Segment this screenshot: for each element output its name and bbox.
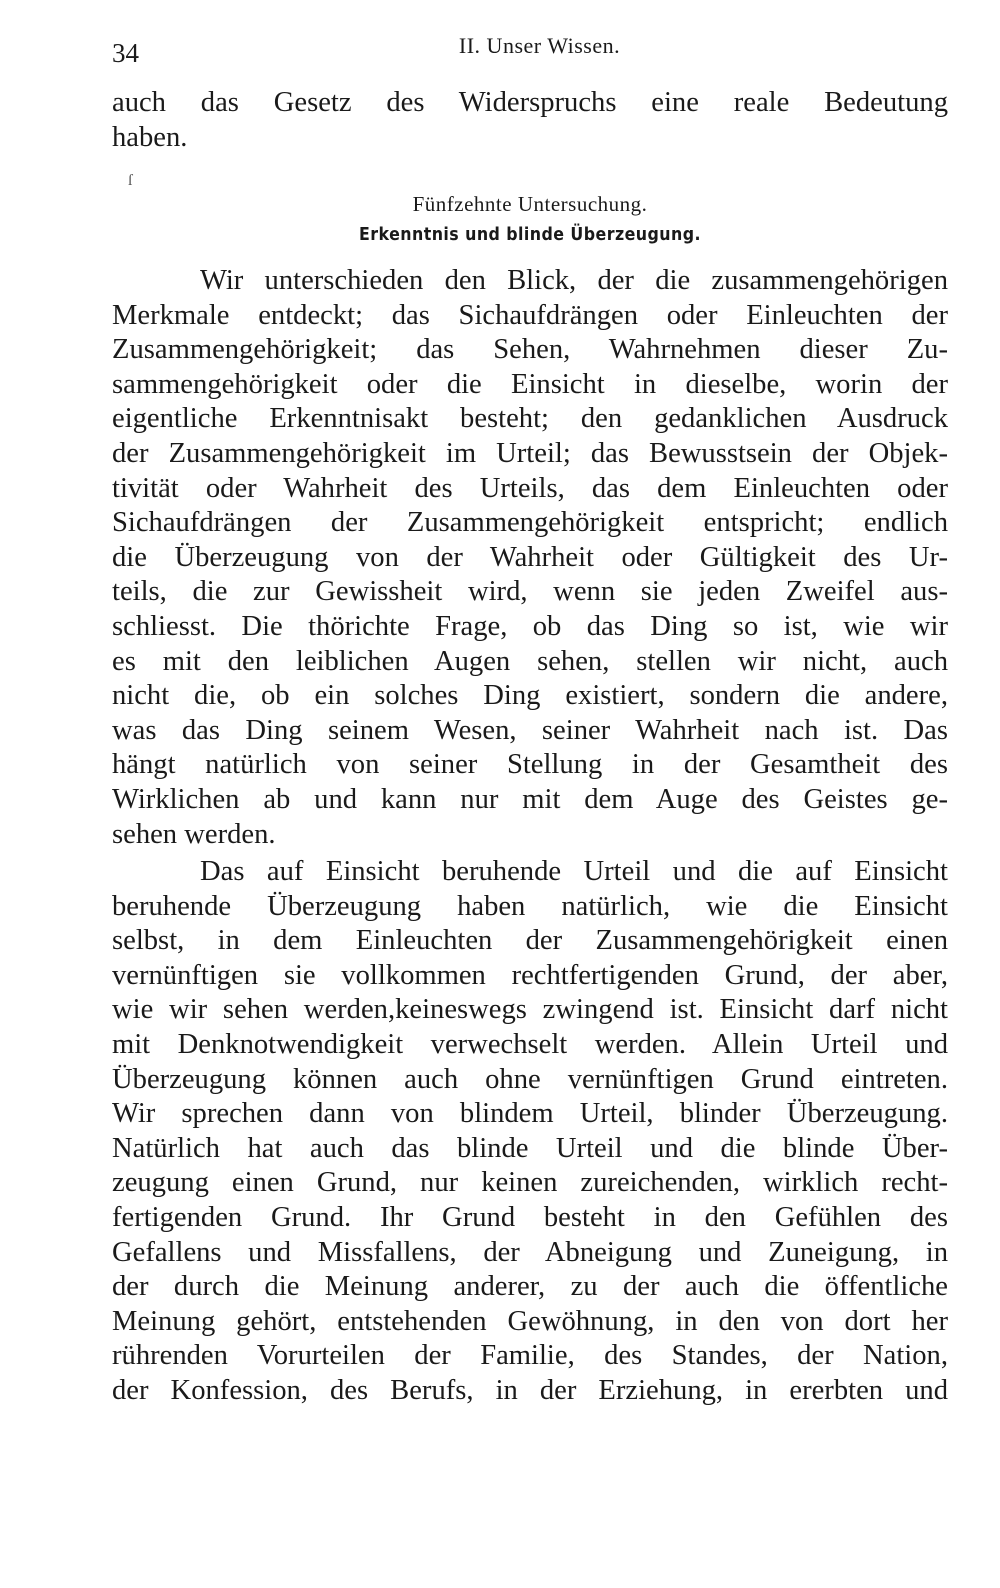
text-line: der Zusammengehörigkeit im Urteil; das Bewusstsein der Objek- xyxy=(112,437,948,469)
text-line: Zusammengehörigkeit; das Sehen, Wahrnehmen dieser Zu- xyxy=(112,334,948,366)
text-line: Überzeugung können auch ohne vernünftigen Grund eintreten. xyxy=(112,1063,948,1095)
text-line: der Konfession, des Berufs, in der Erziehung, in ererbten und xyxy=(112,1374,948,1406)
text-line: eigentliche Erkenntnisakt besteht; den gedanklichen Ausdruck xyxy=(112,403,948,435)
text-line: mit Denknotwendigkeit verwechselt werden. Allein Urteil und xyxy=(112,1028,948,1060)
text-line: selbst, in dem Einleuchten der Zusammengehörigkeit einen xyxy=(112,925,948,957)
text-line: Wir sprechen dann von blindem Urteil, blinder Überzeugung. xyxy=(112,1098,948,1130)
text-line: sammengehörigkeit oder die Einsicht in dieselbe, worin der xyxy=(112,368,948,400)
text-line: Wirklichen ab und kann nur mit dem Auge des Geistes ge- xyxy=(112,783,948,815)
text-line: es mit den leiblichen Augen sehen, stellen wir nicht, auch xyxy=(112,645,948,677)
text-line: schliesst. Die thörichte Frage, ob das Ding so ist, wie wir xyxy=(112,610,948,642)
section-heading xyxy=(112,190,948,248)
text-line: rührenden Vorurteilen der Familie, des Standes, der Nation, xyxy=(112,1340,948,1372)
text-line: beruhende Überzeugung haben natürlich, wie die Einsicht xyxy=(112,890,948,922)
text-line: Merkmale entdeckt; das Sichaufdrängen oder Einleuchten der xyxy=(112,299,948,331)
running-title: II. Unser Wissen. xyxy=(458,33,621,58)
text-line: nicht die, ob ein solches Ding existiert, sondern die andere, xyxy=(112,680,948,712)
text-line: teils, die zur Gewissheit wird, wenn sie jeden Zweifel aus- xyxy=(112,576,948,608)
paragraph-1 xyxy=(112,264,948,852)
text-line: tivität oder Wahrheit des Urteils, das dem Einleuchten oder xyxy=(112,472,948,504)
text-line: Gefallens und Missfallens, der Abneigung und Zuneigung, in xyxy=(112,1236,948,1268)
section-number: Fünfzehnte Untersuchung. xyxy=(412,192,648,216)
page-number: 34 xyxy=(112,38,139,68)
text-line: Das auf Einsicht beruhende Urteil und die auf Einsicht xyxy=(200,856,948,887)
text-line: hängt natürlich von seiner Stellung in der Gesamtheit des xyxy=(112,749,948,781)
text-line: vernünftigen sie vollkommen rechtfertigenden Grund, der aber, xyxy=(112,959,948,991)
section-title: Erkenntnis und blinde Überzeugung. xyxy=(359,224,701,245)
text-line: fertigenden Grund. Ihr Grund besteht in den Gefühlen des xyxy=(112,1201,948,1233)
running-head xyxy=(112,30,947,70)
text-line: Wir unterschieden den Blick, der die zusammengehörigen xyxy=(200,265,948,296)
text-line: Sichaufdrängen der Zusammengehörigkeit entspricht; endlich xyxy=(112,507,948,539)
paragraph-2 xyxy=(112,855,948,1409)
stray-print-mark: ſ xyxy=(128,172,133,189)
text-line: was das Ding seinem Wesen, seiner Wahrheit nach ist. Das xyxy=(112,714,948,746)
text-line: der durch die Meinung anderer, zu der auch die öffentliche xyxy=(112,1271,948,1303)
text-line: Meinung gehört, entstehenden Gewöhnung, in den von dort her xyxy=(112,1305,948,1337)
text-line: die Überzeugung von der Wahrheit oder Gültigkeit des Ur- xyxy=(112,541,948,573)
text-line: zeugung einen Grund, nur keinen zureichenden, wirklich recht- xyxy=(112,1167,948,1199)
text-line: Natürlich hat auch das blinde Urteil und die blinde Über- xyxy=(112,1132,948,1164)
text-line: auch das Gesetz des Widerspruchs eine reale Bedeutung xyxy=(112,87,948,118)
text-line: wie wir sehen werden,keineswegs zwingend ist. Einsicht darf nicht xyxy=(112,994,948,1026)
text-line: haben. xyxy=(112,121,188,153)
text-line: sehen werden. xyxy=(112,818,276,850)
continuation-text xyxy=(112,86,948,155)
